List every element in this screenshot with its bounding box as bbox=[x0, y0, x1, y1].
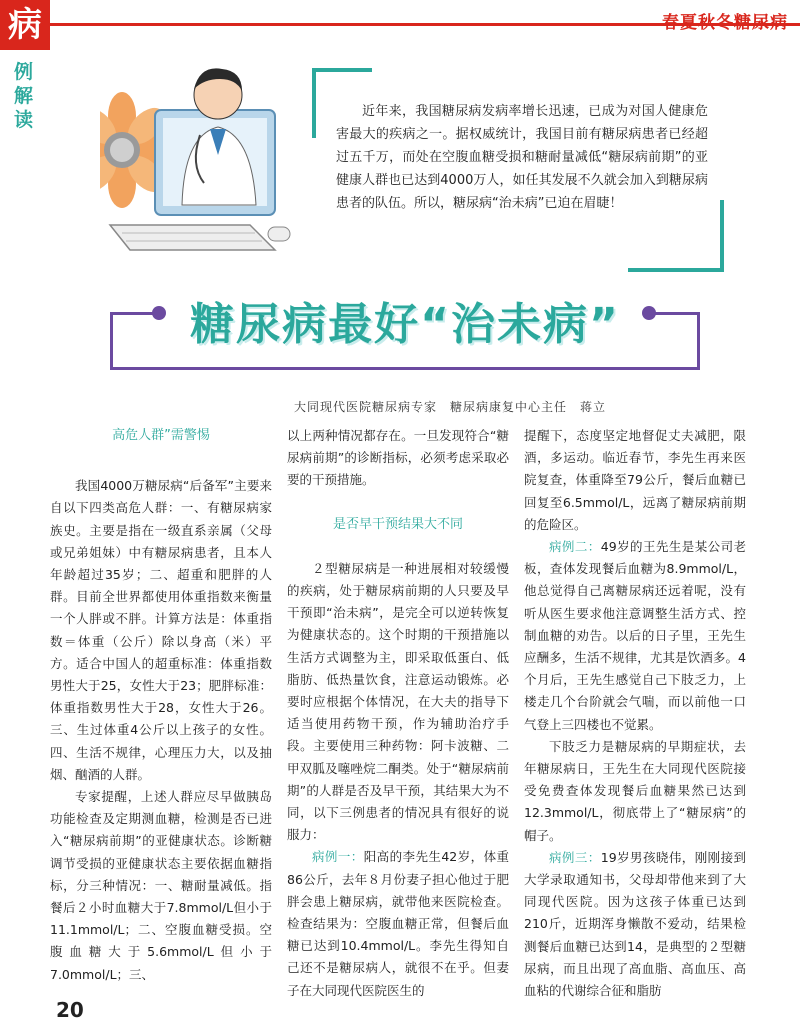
intro-frame bbox=[720, 200, 724, 272]
paragraph: 以上两种情况都存在。一旦发现符合“糖尿病前期”的诊断指标，必须考虑采取必要的干预措施。 bbox=[287, 428, 509, 488]
column-2 bbox=[287, 425, 509, 1002]
intro-frame bbox=[312, 68, 372, 72]
intro-frame bbox=[628, 268, 724, 272]
column-3 bbox=[524, 425, 746, 1002]
section-heading: 高危人群”需警惕 bbox=[112, 428, 210, 443]
title-dot bbox=[642, 306, 656, 320]
intro-paragraph: 近年来，我国糖尿病发病率增长迅速，已成为对国人健康危害最大的疾病之一。据权威统计，我国目前有糖尿病患者已经超过五千万，而处在空腹血糖受损和糖耐量减低“糖尿病前期”的亚健康人群也已达到4000万人，如任其发展不久就会加入到糖尿病患者的队伍。所以，糖尿病“治未病”已迫在眉睫！ bbox=[336, 104, 708, 211]
intro-frame bbox=[312, 68, 316, 138]
case-paragraph bbox=[287, 846, 509, 1001]
case-label: 病例三： bbox=[549, 849, 601, 865]
case-paragraph bbox=[524, 536, 746, 736]
case-paragraph bbox=[524, 847, 746, 1002]
title-frame bbox=[654, 312, 699, 315]
case-text: 阳高的李先生42岁，体重86公斤，去年８月份妻子担心他过于肥胖会患上糖尿病，就带他来医院检查。检查结果为：空腹血糖正常，但餐后血糖已达到10.4mmol/L。李先生得知自己还不是糖尿病人，就很不在乎。但妻子在大同现代医院医生的 bbox=[287, 849, 509, 998]
section-heading: 是否早干预结果大不同 bbox=[332, 516, 463, 532]
doctor-illustration bbox=[100, 55, 300, 295]
title-frame bbox=[697, 312, 700, 370]
section-tag: 病 bbox=[0, 0, 50, 50]
author-byline: 大同现代医院糖尿病专家 糖尿病康复中心主任 蒋立 bbox=[293, 400, 606, 414]
case-label: 病例二： bbox=[549, 539, 601, 555]
paragraph: 下肢乏力是糖尿病的早期症状，去年糖尿病日，王先生在大同现代医院接受免费查体发现餐后血糖果然已达到12.3mmol/L，彻底带上了“糖尿病”的帽子。 bbox=[524, 738, 746, 843]
paragraph: 我国4000万糖尿病“后备军”主要来自以下四类高危人群：一、有糖尿病家族史。主要是指在一级直系亲属（父母或兄弟姐妹）中有糖尿病患者，且本人年龄超过35岁；二、超重和肥胖的人群。目前全世界都使用体重指数来衡量一个人胖或不胖。计算方法是：体重指数＝体重（公斤）除以身高（米）平方。适合中国人的超重标准：体重指数男性大于25，女性大于23；肥胖标准：体重指数男性大于28，女性大于26。三、生过体重4公斤以上孩子的女性。四、生活不规律，心理压力大，以及抽烟、酗酒的人群。 bbox=[50, 478, 272, 782]
case-text: 49岁的王先生是某公司老板，查体发现餐后血糖为8.9mmol/L，他总觉得自己离糖尿病还远着呢，没有听从医生要求他注意调整生活方式、控制血糖的劝告。以后的日子里，王先生应酬多，生活不规律，尤其是饮酒多。4个月后，王先生感觉自己下肢乏力，上楼走几个台阶就会气喘，而以前他一口气登上三四楼也不觉累。 bbox=[524, 539, 746, 732]
column-1 bbox=[50, 425, 272, 986]
section-tag-subtitle: 例解读 bbox=[14, 61, 34, 131]
title-frame bbox=[110, 312, 113, 370]
paragraph: 专家提醒，上述人群应尽早做胰岛功能检查及定期测血糖，检测是否已进入“糖尿病前期”的亚健康状态。诊断糖调节受损的亚健康状态主要依据血糖指标，分三种情况：一、糖耐量减低。指餐后２小时血糖大于7.8mmol/L但小于11.1mmol/L；二、空腹血糖受损。空腹血糖大于5.6mmol/L但小于7.0mmol/L；三、 bbox=[50, 789, 272, 982]
case-text: 19岁男孩晓伟，刚刚接到大学录取通知书，父母却带他来到了大同现代医院。因为这孩子体重已达到210斤，近期浑身懒散不爱动，结果检测餐后血糖已达到14，是典型的２型糖尿病，而且出现了高血脂、高血压、高血粘的代谢综合征和脂肪 bbox=[524, 849, 746, 999]
article-title: 糖尿病最好“治未病” bbox=[190, 299, 620, 350]
series-title: 春夏秋冬糖尿病 bbox=[662, 13, 788, 33]
title-dot bbox=[152, 306, 166, 320]
title-frame bbox=[110, 312, 155, 315]
case-label: 病例一： bbox=[312, 849, 364, 865]
title-frame bbox=[110, 367, 700, 370]
page-number: 20 bbox=[56, 998, 84, 1022]
paragraph: ２型糖尿病是一种进展相对较缓慢的疾病，处于糖尿病前期的人只要及早干预即“治未病”，是完全可以逆转恢复为健康状态的。这个时期的干预措施以生活方式调整为主，即采取低蛋白、低脂肪、低热量饮食，注意运动锻炼。必要时应根据个体情况，在大夫的指导下适当使用药物干预，作为辅助治疗手段。主要使用三种药物：阿卡波糖、二甲双胍及噻唑烷二酮类。处于“糖尿病前期”的人群是否及早干预，其结果大为不同，以下三例患者的情况具有很好的说服力： bbox=[287, 560, 509, 843]
paragraph: 提醒下，态度坚定地督促丈夫减肥，限酒，多运动。临近春节，李先生再来医院复查，体重降至79公斤，餐后血糖已回复至6.5mmol/L，远离了糖尿病前期的危险区。 bbox=[524, 428, 746, 532]
